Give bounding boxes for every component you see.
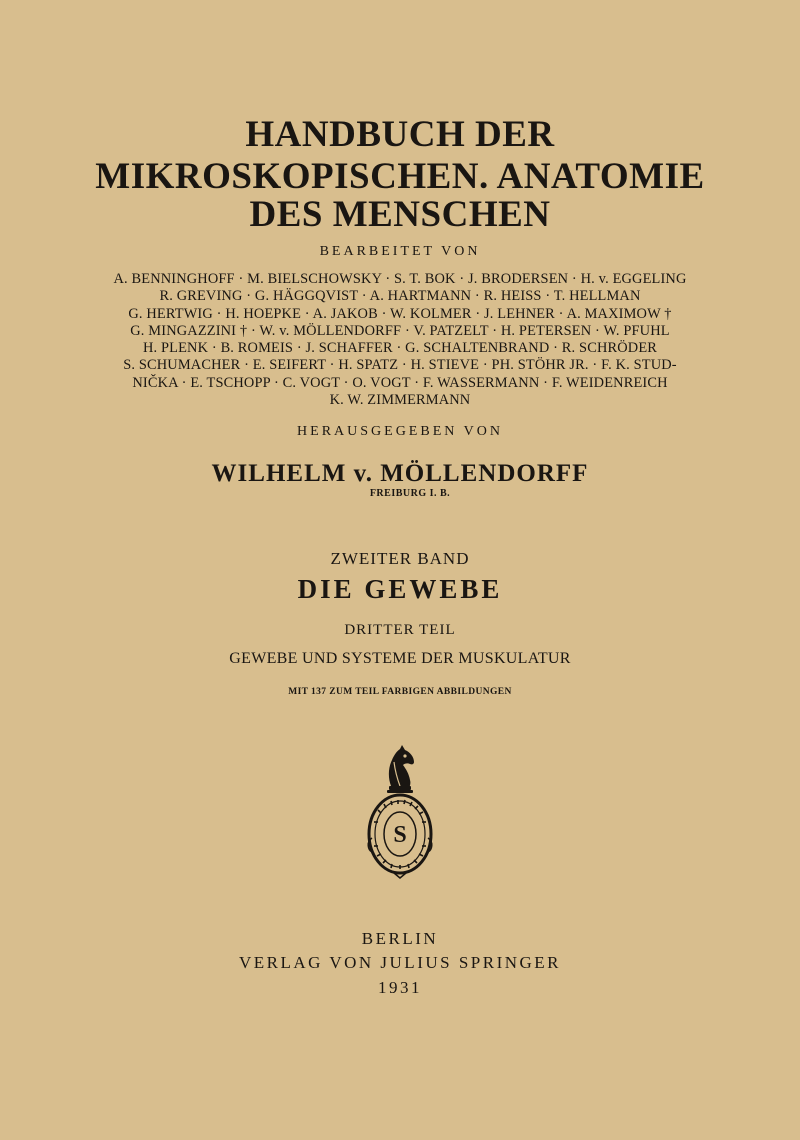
volume-number: ZWEITER BAND <box>330 549 470 568</box>
author-line: R. GREVING · G. HÄGGQVIST · A. HARTMANN · R. HEISS · T. HELLMAN <box>159 288 641 305</box>
edited-by-label: BEARBEITET VON <box>319 244 481 259</box>
book-title-line-3: DES MENSCHEN <box>249 194 551 235</box>
book-title-line-2: MIKROSKOPISCHEN. ANATOMIE <box>95 156 705 197</box>
imprint-publisher: VERLAG VON JULIUS SPRINGER <box>238 953 562 972</box>
imprint-city: BERLIN <box>361 929 439 948</box>
part-subtitle: GEWEBE UND SYSTEME DER MUSKULATUR <box>229 650 571 667</box>
springer-knight-logo <box>364 742 436 880</box>
imprint-year: 1931 <box>378 978 422 997</box>
editor-name: WILHELM v. MÖLLENDORFF <box>211 460 589 487</box>
author-line: H. PLENK · B. ROMEIS · J. SCHAFFER · G. SCHALTENBRAND · R. SCHRÖDER <box>142 340 658 357</box>
author-line: K. W. ZIMMERMANN <box>329 392 471 409</box>
author-list <box>0 271 800 409</box>
editor-place: FREIBURG I. B. <box>369 488 451 499</box>
illustrations-note: MIT 137 ZUM TEIL FARBIGEN ABBILDUNGEN <box>288 687 512 697</box>
author-line: G. HERTWIG · H. HOEPKE · A. JAKOB · W. KOLMER · J. LEHNER · A. MAXIMOW † <box>128 305 672 322</box>
part-number: DRITTER TEIL <box>344 622 456 638</box>
author-line: G. MINGAZZINI † · W. v. MÖLLENDORFF · V. PATZELT · H. PETERSEN · W. PFUHL <box>130 322 670 339</box>
volume-title: DIE GEWEBE <box>297 574 503 604</box>
published-by-label: HERAUSGEGEBEN VON <box>297 424 503 439</box>
svg-text:S: S <box>393 822 407 848</box>
book-title-line-1: HANDBUCH DER <box>245 114 555 155</box>
author-line: A. BENNINGHOFF · M. BIELSCHOWSKY · S. T. BOK · J. BRODERSEN · H. v. EGGELING <box>113 271 687 287</box>
author-line: S. SCHUMACHER · E. SEIFERT · H. SPATZ · H. STIEVE · PH. STÖHR JR. · F. K. STUD- <box>123 357 677 374</box>
author-line: NIČKA · E. TSCHOPP · C. VOGT · O. VOGT · F. WASSERMANN · F. WEIDENREICH <box>132 374 668 391</box>
